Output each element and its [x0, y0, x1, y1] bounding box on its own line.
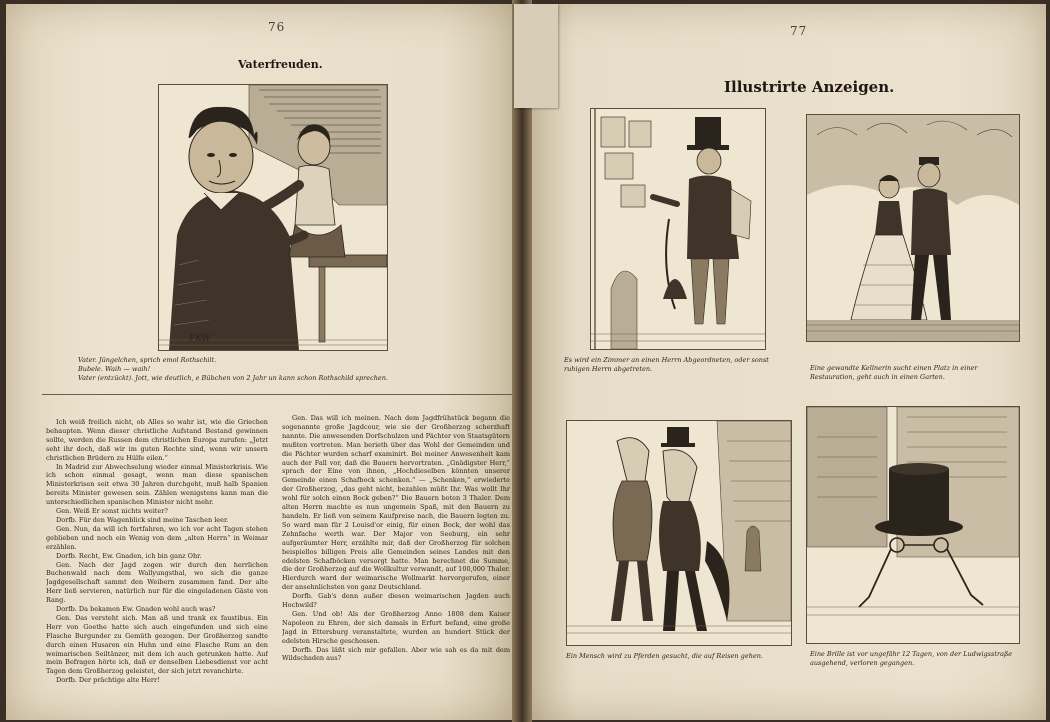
caption-line-3: Vater (entzückt). Jott, wie deutlich, e Bübchen von 2 Jahr un kann schon Rothschild sprechen. — [78, 374, 389, 382]
pferde-anzeige-illustration — [566, 420, 792, 646]
paragraph: Gen. Und ob! Als der Großherzog Anno 1808 dem Kaiser Napoleon zu Ehren, der sich damals in Erfurt befand, eine große Jagd in Ettersburg veranstaltete, wurden an hundert Stück der edelsten Hirsche geschossen. — [282, 609, 510, 645]
paragraph: Dorfb. Für den Wagenblick sind meine Taschen leer. — [56, 515, 229, 524]
right-page-number: 77 — [790, 24, 808, 38]
paragraph: In Madrid zur Abwechselung wieder einmal Ministerkrisis. Wie ich schon einmal gesagt, wenn man diese spanischen Ministerkrisen seit etwa 30 Jahren durchgeht, muß halb Spanien bereits Minister gewesen sein. Zählen wenigstens kann man die unterschiedlichen spanischen Minister nicht mehr. — [46, 462, 268, 507]
zimmer-anzeige-engraving — [591, 109, 765, 349]
caption-line-2: Bubele. Waih — waih! — [78, 365, 151, 373]
vaterfreuden-caption — [78, 356, 408, 383]
zimmer-anzeige-caption: Es wird ein Zimmer an einen Herrn Abgeordneten, oder sonst ruhigen Herrn abgetreten. — [564, 356, 769, 373]
paragraph: Dorfb. Der prächtige alte Herr! — [56, 676, 160, 685]
paragraph: Dorfb. Gab's denn außer diesen weimarischen Jagden auch Hochwild? — [282, 592, 510, 610]
paragraph: Ich weiß freilich nicht, ob Alles so wahr ist, wie die Griechen behaupten. Wenn dieser christliche Aufstand Bestand gewinnen sollte, werden die Russen dem christlichen Europa zurufen: „Jetzt seht ihr doch, daß wir im guten Rechte sind, wenn wir unsern christlichen Brüdern zu Hülfe eilen.“ — [46, 418, 268, 462]
brille-anzeige-illustration — [806, 406, 1020, 644]
section-divider — [42, 394, 512, 395]
paragraph: Gen. Weiß Er sonst nichts weiter? — [56, 507, 168, 516]
right-page — [524, 4, 1046, 720]
vaterfreuden-engraving — [159, 85, 387, 350]
paragraph: Gen. Nach der Jagd zogen wir durch den herrlichen Buchenwald nach dem Wallyungsthal, wo sich die ganze Jagdgesellschaft sammt den Weibern zusammen fand. Der alte Herr ließ servieren, natürlich nur für die eingeladenen Gäste von Rang. — [46, 560, 268, 605]
paper-tab — [514, 4, 558, 108]
paragraph: Dorfb. Das läßt sich mir gefallen. Aber wie sah es da mit dem Wildschaden aus? — [282, 645, 510, 663]
paragraph: Gen. Das versteht sich. Man aß und trank ex faustibus. Ein Herr von Goethe hatte sich auch eingefunden und sich eine Flasche Burgunder zu Gemüth gezogen. Der Großherzog sandte durch einen Husaren ein Huhn und eine Flasche Rum an den weimarischen Seiltänzer, mit dem ich auch getrunken hatte. Auf mein Befragen hörte ich, daß er denselben Liebesdienst vor acht Tagen dem Großherzog geleistet, der sich jetzt revanchirte. — [46, 613, 268, 676]
vaterfreuden-illustration — [158, 84, 388, 351]
paragraph: Gen. Nun, da will ich fortfahren, wo ich vor acht Tagen stehen geblieben und noch ein Wenig von dem „alten Herrn“ in Weimar erzählen. — [46, 524, 268, 551]
left-column-1 — [46, 418, 268, 718]
zimmer-anzeige-illustration — [590, 108, 766, 350]
left-page-title: Vaterfreuden. — [238, 58, 323, 71]
paragraph: Gen. Das will ich meinen. Nach dem Jagdfrühstück begann die sogenannte große Jagdcour, wie sie der Großherzog scherzhaft nannte. Die anwesenden Dorfschulzen und Pächter von Staatsgütern mußten vortreten. Man berieth über das Wohl der Gemeinden und die Pächter wurden scharf examinirt. Bei meiner Anwesenheit kam auch der Fall vor, daß die Bauern hervortraten. „Gnädigster Herr,“ sprach der Eine von ihnen, „Hochdieselben könnten unserer Gemeinde einen Schafbock schenken.“ — „Schenken,“ erwiederte der Großherzog, „das geht nicht, bezahlen müßt Ihr. Was wollt Ihr wohl für solch einen Bock geben?“ Die Bauern boten 3 Thaler. Dem alten Herrn machte es nun ungemein Spaß, mit den Bauern zu handeln. Er ließ von seinem Kaufpreise nach, die Bauern legten zu. So ward man für 2 Louisd'or einig, für einen Bock, der wohl das Zehnfache werth war. Der Major von Seeburg, ein sehr aufgeräumter Herr, erzählte mir, daß der Großherzog für solchen beispiellos billigen Preis alle Gemeinden seines Landes mit den edelsten Schafböcken versorgt hatte. Man berechnet die Summe, die der Großherzog auf die Wollkultur verwandt, auf 100,000 Thaler. Hierdurch ward der weimarische Wollmarkt hervorgerufen, einer der ansehnlichsten von ganz Deutschland. — [282, 414, 510, 592]
left-column-2 — [282, 414, 510, 718]
right-page-title: Illustrirte Anzeigen. — [724, 78, 895, 96]
artist-signature: FKW — [189, 334, 211, 344]
left-page — [6, 4, 520, 720]
kellnerin-anzeige-engraving — [807, 115, 1019, 341]
kellnerin-anzeige-illustration — [806, 114, 1020, 342]
brille-anzeige-engraving — [807, 407, 1019, 643]
left-page-number: 76 — [268, 20, 286, 34]
paragraph: Dorfb. Recht, Ew. Gnaden, ich bin ganz Ohr. — [56, 551, 202, 560]
pferde-anzeige-engraving — [567, 421, 791, 645]
book-gutter — [512, 0, 532, 722]
brille-anzeige-caption: Eine Brille ist vor ungefähr 12 Tagen, von der Ludwigsstraße ausgehend, verloren gegangen. — [810, 650, 1013, 667]
kellnerin-anzeige-caption: Eine gewandte Kellnerin sucht einen Platz in einer Restauration, geht auch in einen Garten. — [810, 364, 978, 381]
pferde-anzeige-caption: Ein Mensch wird zu Pferden gesucht, die auf Reisen gehen. — [566, 652, 763, 660]
caption-line-1: Vater. Jüngelchen, sprich emol Rothschilt. — [78, 356, 217, 364]
paragraph: Dorfb. Da bekamen Ew. Gnaden wohl auch was? — [56, 605, 216, 614]
